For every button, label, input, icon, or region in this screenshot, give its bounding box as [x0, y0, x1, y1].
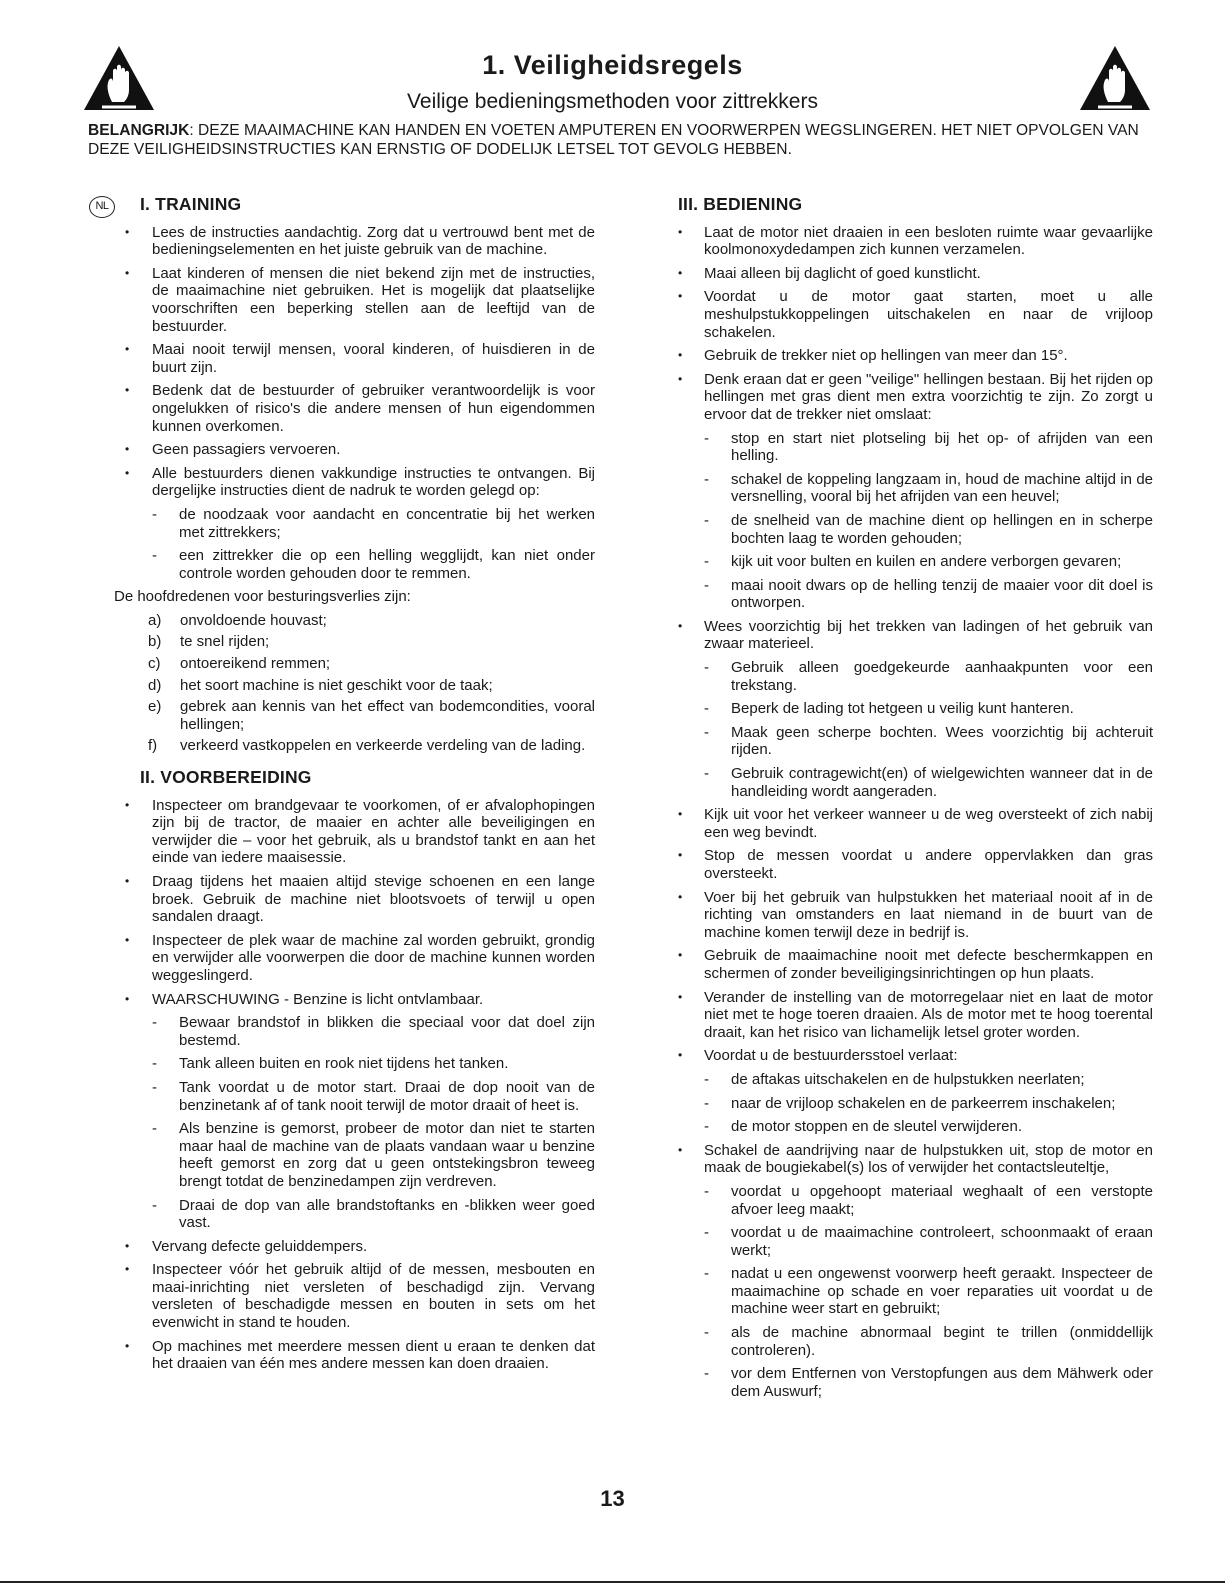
- important-label: BELANGRIJK: [88, 122, 190, 139]
- list-item: • Maai alleen bij daglicht of goed kunstlicht.: [678, 265, 1153, 283]
- preparation-list: [118, 797, 595, 1373]
- sub-list-item: - Gebruik contragewicht(en) of wielgewichten wanneer dat in de handleiding wordt aangeraden.: [704, 765, 1153, 800]
- page-bottom-rule: [0, 1581, 1225, 1583]
- list-item: • Kijk uit voor het verkeer wanneer u de weg oversteekt of zich nabij een weg bevindt.: [678, 806, 1153, 841]
- page-title: 1. Veiligheidsregels: [482, 50, 743, 80]
- sub-list-item: - de aftakas uitschakelen en de hulpstukken neerlaten;: [704, 1071, 1153, 1089]
- list-item-text: het soort machine is niet geschikt voor de taak;: [180, 676, 493, 694]
- sub-list-item: - naar de vrijloop schakelen en de parkeerrem inschakelen;: [704, 1095, 1153, 1113]
- list-item-text: WAARSCHUWING - Benzine is licht ontvlambaar.: [152, 990, 484, 1008]
- warning-triangle-hand-icon: [1078, 44, 1152, 112]
- list-item: [148, 698, 595, 733]
- sub-list-item: - Tank voordat u de motor start. Draai de dop nooit van de benzinetank af of tank nooit terwijl de motor draait of heet is.: [152, 1079, 595, 1114]
- list-marker: e): [148, 698, 162, 716]
- sub-list-item: - nadat u een ongewenst voorwerp heeft geraakt. Inspecteer de maaimachine op schade en voer reparaties uit voordat u de machine weer start en gebruikt;: [704, 1265, 1153, 1318]
- sub-list-item: - maai nooit dwars op de helling tenzij de maaier voor dit doel is ontworpen.: [704, 577, 1153, 612]
- sub-list-item: - de noodzaak voor aandacht en concentratie bij het werken met zittrekkers;: [152, 506, 595, 541]
- list-item-text: ontoereikend remmen;: [180, 655, 331, 673]
- sub-list-item: - Draai de dop van alle brandstoftanks en -blikken weer goed vast.: [152, 1197, 595, 1232]
- list-marker: c): [148, 655, 161, 673]
- list-item: [148, 633, 595, 651]
- list-item: [148, 612, 595, 630]
- left-column: [114, 192, 595, 1379]
- page-header: [0, 0, 1225, 175]
- list-item: [118, 465, 595, 583]
- list-item-text: gebrek aan kennis van het effect van bodemcondities, vooral hellingen;: [180, 698, 595, 733]
- list-item-text: Voordat u de bestuurdersstoel verlaat:: [704, 1047, 958, 1065]
- sub-list-item: - de motor stoppen en de sleutel verwijderen.: [704, 1118, 1153, 1136]
- right-column: [678, 192, 1153, 1406]
- sub-list-item: - Maak geen scherpe bochten. Wees voorzichtig bij achteruit rijden.: [704, 724, 1153, 759]
- sub-list: [704, 1183, 1153, 1401]
- sub-list: [704, 1071, 1153, 1136]
- list-item: • Op machines met meerdere messen dient u eraan te denken dat het draaien van één mes andere messen kan doen draaien.: [118, 1338, 595, 1373]
- sub-list: [152, 1014, 595, 1232]
- list-item: • Gebruik de trekker niet op hellingen van meer dan 15°.: [678, 347, 1153, 365]
- list-item-text: Alle bestuurders dienen vakkundige instructies te ontvangen. Bij dergelijke instructies dient de nadruk te worden gelegd op:: [152, 464, 595, 500]
- important-text: : DEZE MAAIMACHINE KAN HANDEN EN VOETEN AMPUTEREN EN VOORWERPEN WEGSLINGEREN. HET NIET OPVOLGEN VAN DEZE VEILIGHEIDSINSTRUCTIES KAN ERNSTIG OF DODELIJK LETSEL TOT GEVOLG HEBBEN.: [88, 122, 1139, 158]
- list-item: • Inspecteer om brandgevaar te voorkomen, of er afvalophopingen zijn bij de tractor, de maaier en achter alle beveiligingen en verwijder die – voor het gebruik, als u brandstof tankt en aan het einde van iedere maaisessie.: [118, 797, 595, 867]
- causes-intro: De hoofdredenen voor besturingsverlies zijn:: [114, 588, 411, 606]
- sub-list-item: - Bewaar brandstof in blikken die speciaal voor dat doel zijn bestemd.: [152, 1014, 595, 1049]
- list-item: [148, 655, 595, 673]
- training-list: [118, 224, 595, 583]
- sub-list-item: - stop en start niet plotseling bij het op- of afrijden van een helling.: [704, 430, 1153, 465]
- list-item: • Maai nooit terwijl mensen, vooral kinderen, of huisdieren in de buurt zijn.: [118, 341, 595, 376]
- section-heading-preparation: II. VOORBEREIDING: [140, 767, 312, 788]
- list-item: • Laat kinderen of mensen die niet bekend zijn met de instructies, de maaimachine niet gebruiken. Het is mogelijk dat plaatselijke voorschriften een beperking stellen aan de leeftijd van de bestuurder.: [118, 265, 595, 335]
- list-item: • Laat de motor niet draaien in een besloten ruimte waar gevaarlijke koolmonoxydedampen zich kunnen verzamelen.: [678, 224, 1153, 259]
- list-item-text: onvoldoende houvast;: [180, 611, 327, 629]
- list-item-text: Denk eraan dat er geen "veilige" hellingen bestaan. Bij het rijden op hellingen met gras dient men extra voorzichtig te zijn. Zo zorgt u ervoor dat de trekker niet omslaat:: [704, 370, 1153, 423]
- sub-list-item: - kijk uit voor bulten en kuilen en andere verborgen gevaren;: [704, 553, 1153, 571]
- list-item: • Inspecteer de plek waar de machine zal worden gebruikt, grondig en verwijder alle voorwerpen die door de machine kunnen worden weggeslingerd.: [118, 932, 595, 985]
- list-marker: b): [148, 633, 162, 651]
- section-heading-training: I. TRAINING: [140, 194, 242, 214]
- list-item: • Geen passagiers vervoeren.: [118, 441, 595, 459]
- list-item: [118, 991, 595, 1232]
- list-item: [678, 371, 1153, 612]
- sub-list: [152, 506, 595, 582]
- list-item: • Gebruik de maaimachine nooit met defecte beschermkappen en schermen of zonder beveiligingsinrichtingen op hun plaats.: [678, 947, 1153, 982]
- sub-list-item: - voordat u de maaimachine controleert, schoonmaakt of eraan werkt;: [704, 1224, 1153, 1259]
- list-item: • Draag tijdens het maaien altijd stevige schoenen en een lange broek. Gebruik de machine niet blootsvoets of terwijl u open sandalen draagt.: [118, 873, 595, 926]
- page-subtitle: Veilige bedieningsmethoden voor zittrekkers: [407, 90, 818, 113]
- list-item: [678, 1142, 1153, 1401]
- language-badge: NL: [89, 196, 115, 218]
- sub-list-item: - voordat u opgehoopt materiaal weghaalt of een verstopte afvoer leeg maakt;: [704, 1183, 1153, 1218]
- list-item: [148, 737, 595, 755]
- sub-list-item: - Als benzine is gemorst, probeer de motor dan niet te starten maar haal de machine van de plaats vandaan waar u benzine heeft gemorst en zorg dat u geen ontstekingsbron teweeg brengt totdat de benzinedampen zijn verdreven.: [152, 1120, 595, 1190]
- page-number: 13: [600, 1486, 625, 1511]
- sub-list: [704, 430, 1153, 612]
- sub-list-item: - Beperk de lading tot hetgeen u veilig kunt hanteren.: [704, 700, 1153, 718]
- sub-list-item: - een zittrekker die op een helling wegglijdt, kan niet onder controle worden gehouden door te remmen.: [152, 547, 595, 582]
- sub-list-item: - schakel de koppeling langzaam in, houd de machine altijd in de versnelling, vooral bij het afrijden van een heuvel;: [704, 471, 1153, 506]
- list-item: • Voer bij het gebruik van hulpstukken het materiaal nooit af in de richting van omstanders en laat niemand in de buurt van de machine komen terwijl deze in bedrijf is.: [678, 889, 1153, 942]
- sub-list-item: - Tank alleen buiten en rook niet tijdens het tanken.: [152, 1055, 595, 1073]
- causes-list: [118, 612, 595, 755]
- list-item: • Stop de messen voordat u andere oppervlakken dan gras oversteekt.: [678, 847, 1153, 882]
- sub-list-item: - vor dem Entfernen von Verstopfungen aus dem Mähwerk oder dem Auswurf;: [704, 1365, 1153, 1400]
- list-item-text: te snel rijden;: [180, 633, 270, 651]
- list-marker: d): [148, 676, 162, 694]
- sub-list: [704, 659, 1153, 800]
- list-item: [148, 677, 595, 695]
- list-item-text: verkeerd vastkoppelen en verkeerde verdeling van de lading.: [180, 737, 586, 755]
- list-item: • Voordat u de motor gaat starten, moet u alle meshulpstukkoppelingen uitschakelen en naar de vrijloop schakelen.: [678, 288, 1153, 341]
- operation-list: [678, 224, 1153, 1401]
- list-item-text: Schakel de aandrijving naar de hulpstukken uit, stop de motor en maak de bougiekabel(s) los of verwijder het contactsleuteltje,: [704, 1141, 1153, 1177]
- sub-list-item: - als de machine abnormaal begint te trillen (onmiddellijk controleren).: [704, 1324, 1153, 1359]
- list-item-text: Wees voorzichtig bij het trekken van ladingen of het gebruik van zwaar materieel.: [704, 617, 1153, 653]
- sub-list-item: - de snelheid van de machine dient op hellingen en in scherpe bochten laag te worden gehouden;: [704, 512, 1153, 547]
- list-item: • Verander de instelling van de motorregelaar niet en laat de motor niet met te hoge toeren draaien. Als de motor met te hoog toerental draait, kan het risico van lichamelijk letsel groter worden.: [678, 989, 1153, 1042]
- list-item: [678, 1047, 1153, 1135]
- section-heading-operation: III. BEDIENING: [678, 194, 803, 214]
- list-item: • Vervang defecte geluiddempers.: [118, 1238, 595, 1256]
- list-marker: a): [148, 611, 162, 629]
- list-item: • Bedenk dat de bestuurder of gebruiker verantwoordelijk is voor ongelukken of risico's die andere mensen of hun eigendommen kunnen overkomen.: [118, 382, 595, 435]
- list-item: • Lees de instructies aandachtig. Zorg dat u vertrouwd bent met de bedieningselementen en het juiste gebruik van de machine.: [118, 224, 595, 259]
- important-warning: [88, 121, 1148, 159]
- list-item: [678, 618, 1153, 800]
- sub-list-item: - Gebruik alleen goedgekeurde aanhaakpunten voor een trekstang.: [704, 659, 1153, 694]
- list-marker: f): [148, 737, 158, 755]
- list-item: • Inspecteer vóór het gebruik altijd of de messen, mesbouten en maai-inrichting niet versleten of beschadigd zijn. Vervang versleten of beschadigde messen en bouten in sets om het evenwicht in stand te houden.: [118, 1261, 595, 1331]
